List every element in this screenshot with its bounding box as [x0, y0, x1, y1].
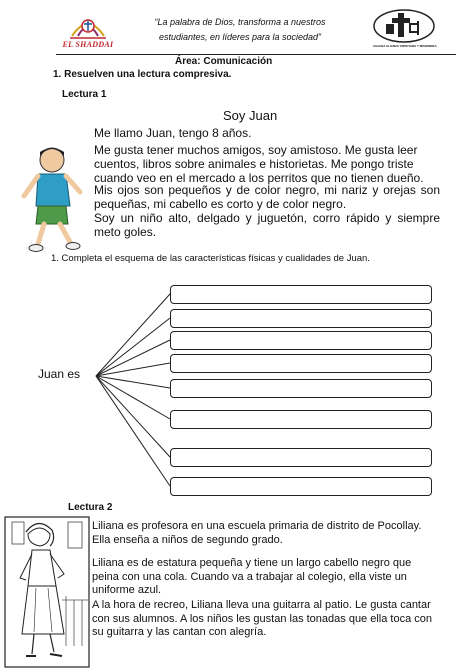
scheme-answer-box[interactable] — [170, 309, 432, 328]
instruction-1: 1. Resuelven una lectura compresiva. — [53, 69, 232, 80]
reading-2-paragraph-2: Liliana es de estatura pequeña y tiene un largo cabello negro que peina con una cola. Cuando va a trabajar al colegio, ella viste un uniforme azul. — [92, 557, 412, 596]
reading-1-paragraph-4: Soy un niño alto, delgado y juguetón, corro rápido y siempre meto goles. — [94, 211, 440, 239]
scheme-answer-box[interactable] — [170, 354, 432, 373]
scheme-answer-box[interactable] — [170, 379, 432, 398]
reading-1-paragraph-3: Mis ojos son pequeños y de color negro, mi nariz y orejas son pequeñas, mi cabello es corto y de color negro. — [94, 183, 440, 211]
reading-1-paragraph-2: Me gusta tener muchos amigos, soy amistoso. Me gusta leer cuentos, libros sobre animales e historietas. Me pongo triste cuando veo en el mercado a los perritos que no tienen dueño. — [94, 143, 424, 185]
area-heading: Área: Comunicación — [175, 56, 273, 67]
motto: “La palabra de Dios, transforma a nuestros estudiantes, en líderes para la sociedad” — [154, 17, 326, 42]
scheme-root-label: Juan es — [38, 367, 81, 381]
reading-1-title: Soy Juan — [223, 108, 278, 123]
scheme-answer-box[interactable] — [170, 285, 432, 304]
reading-2-paragraph-3: A la hora de recreo, Liliana lleva una guitarra al patio. Le gusta cantar con sus alumnos. A los niños les gustan las tonadas que ella toca con su guitarra y las cantan con alegría. — [92, 599, 432, 638]
reading-1-label: Lectura 1 — [62, 89, 107, 100]
reading-2-paragraph-1: Liliana es profesora en una escuela primaria de distrito de Pocollay. Ella enseña a niños de segundo grado. — [92, 520, 422, 546]
school-name: EL SHADDAI — [62, 40, 114, 49]
instruction-2: 1. Completa el esquema de las características físicas y cualidades de Juan. — [51, 253, 370, 264]
church-name: IGLESIA ALIANZA CRISTIANA Y MISIONERA — [373, 44, 437, 48]
scheme-answer-box[interactable] — [170, 331, 432, 350]
scheme-answer-box[interactable] — [170, 477, 432, 496]
scheme-answer-box[interactable] — [170, 448, 432, 467]
reading-1-paragraph-1: Me llamo Juan, tengo 8 años. — [94, 126, 252, 140]
reading-2-label: Lectura 2 — [68, 502, 113, 513]
scheme-answer-box[interactable] — [170, 410, 432, 429]
teacher-illustration — [4, 516, 90, 668]
